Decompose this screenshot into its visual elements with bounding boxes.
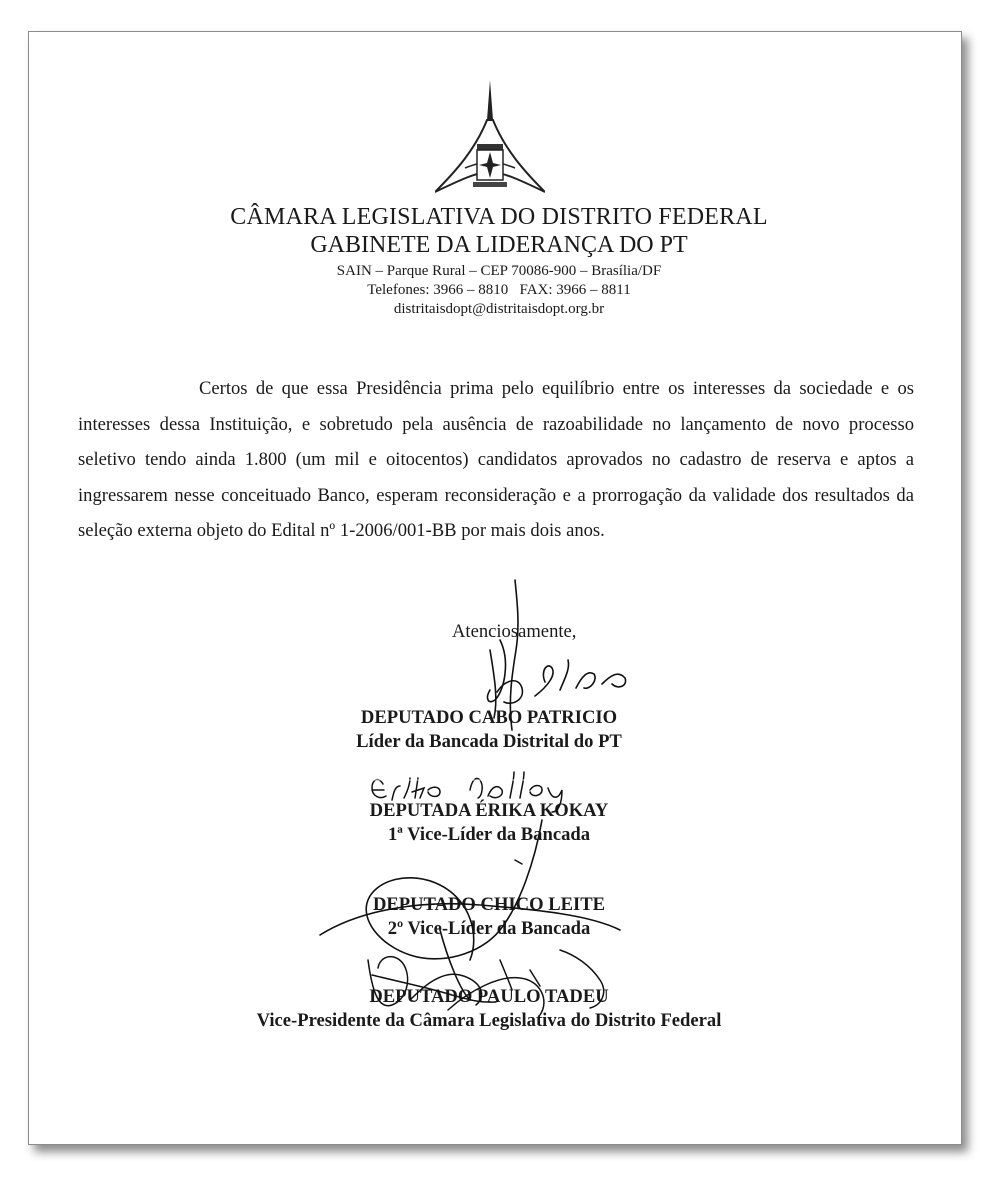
email: distritaisdopt@distritaisdopt.org.br xyxy=(393,301,605,317)
signatory-role: Vice-Presidente da Câmara Legislativa do Distrito Federal xyxy=(256,1010,722,1031)
signatory-role: Líder da Bancada Distrital do PT xyxy=(356,731,622,752)
office-name: GABINETE DA LIDERANÇA DO PT xyxy=(310,232,688,258)
signatory-block xyxy=(0,799,988,847)
signatory-name: DEPUTADA ÉRIKA KOKAY xyxy=(369,800,609,821)
document-page xyxy=(28,31,962,1145)
signatory-block xyxy=(0,706,988,754)
signatory-block xyxy=(0,985,988,1033)
signatory-role: 2º Vice-Líder da Bancada xyxy=(387,918,591,939)
signatory-name: DEPUTADO PAULO TADEU xyxy=(369,986,609,1007)
letterhead xyxy=(0,203,998,319)
signatory-role: 1ª Vice-Líder da Bancada xyxy=(387,824,591,845)
cldf-emblem-icon xyxy=(435,80,545,194)
signatory-block xyxy=(0,893,988,941)
body-paragraph: Certos de que essa Presidência prima pelo equilíbrio entre os interesses da sociedade e os interesses dessa Instituição, e sobretudo pela ausência de razoabilidade no lançamento de novo processo seletivo tendo ainda 1.800 (um mil e oitocentos) candidatos aprovados no cadastro de reserva e aptos a ingressarem nesse conceituado Banco, esperam reconsideração e a prorrogação da validade dos resultados da seleção externa objeto do Edital nº 1-2006/001-BB por mais dois anos. xyxy=(78,378,914,541)
phone-fax: Telefones: 3966 – 8810 FAX: 3966 – 8811 xyxy=(367,282,631,298)
institution-name: CÂMARA LEGISLATIVA DO DISTRITO FEDERAL xyxy=(230,204,768,230)
signatory-name: DEPUTADO CABO PATRICIO xyxy=(360,707,618,728)
address: SAIN – Parque Rural – CEP 70086-900 – Brasília/DF xyxy=(336,263,662,279)
closing: Atenciosamente, xyxy=(452,621,577,642)
signatory-name: DEPUTADO CHICO LEITE xyxy=(372,894,606,915)
